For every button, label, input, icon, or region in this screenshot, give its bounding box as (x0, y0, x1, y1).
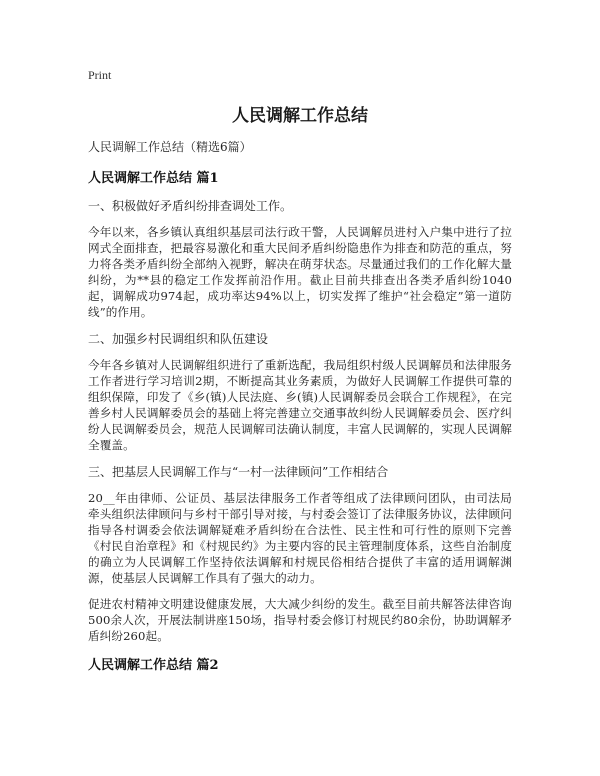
paragraph-2: 今年各乡镇对人民调解组织进行了重新选配，我局组织村级人民调解员和法律服务工作者进行学习培训2期，不断提高其业务素质，为做好人民调解工作提供可靠的组织保障，印发了《乡(镇)人民法庭、乡(镇)人民调解委员会联合工作规程》，在完善乡村人民调解委员会的基础上将完善建立交通事故纠纷人民调解委员会、医疗纠纷人民调解委员会，规范人民调解司法确认制度，丰富人民调解的，实现人民调解全覆盖。 (88, 358, 512, 452)
paragraph-4: 促进农村精神文明建设健康发展，大大减少纠纷的发生。截至目前共解答法律咨询500余人次，开展法制讲座150场，指导村委会修订村规民约80余份，协助调解矛盾纠纷260起。 (88, 597, 512, 643)
section-heading-1: 人民调解工作总结 篇1 (88, 171, 219, 186)
item-heading-1: 一、积极做好矛盾纠纷排查调处工作。 (88, 199, 293, 213)
print-label[interactable]: Print (88, 68, 112, 82)
item-heading-3: 三、把基层人民调解工作与“一村一法律顾问”工作相结合 (88, 465, 389, 479)
paragraph-1: 今年以来，各乡镇认真组织基层司法行政干警，人民调解员进村入户集中进行了拉网式全面排查，把最容易激化和重大民间矛盾纠纷隐患作为排查和防范的重点，努力将各类矛盾纠纷全部纳入视野，解决在萌芽状态。尽量通过我们的工作化解大量纠纷，为**县的稳定工作发挥前沿作用。截止目前共排查出各类矛盾纠纷1040起，调解成功974起，成功率达94%以上，切实发挥了维护“社会稳定”第一道防线”的作用。 (88, 225, 512, 319)
page-title: 人民调解工作总结 (232, 106, 368, 126)
paragraph-3: 20__年由律师、公证员、基层法律服务工作者等组成了法律顾问团队，由司法局牵头组织法律顾问与乡村干部引导对接，与村委会签订了法律服务协议，法律顾问指导各村调委会依法调解疑难矛盾纠纷在合法性、民主性和可行性的原则下完善《村民自治章程》和《村规民约》为主要内容的民主管理制度体系，这些自治制度的确立为人民调解工作坚持依法调解和村规民俗相结合提供了丰富的适用调解渊源，使基层人民调解工作具有了强大的动力。 (88, 491, 512, 585)
item-heading-2: 二、加强乡村民调组织和队伍建设 (88, 332, 269, 346)
section-heading-2: 人民调解工作总结 篇2 (88, 658, 219, 673)
document-subtitle: 人民调解工作总结（精选6篇） (88, 140, 252, 154)
